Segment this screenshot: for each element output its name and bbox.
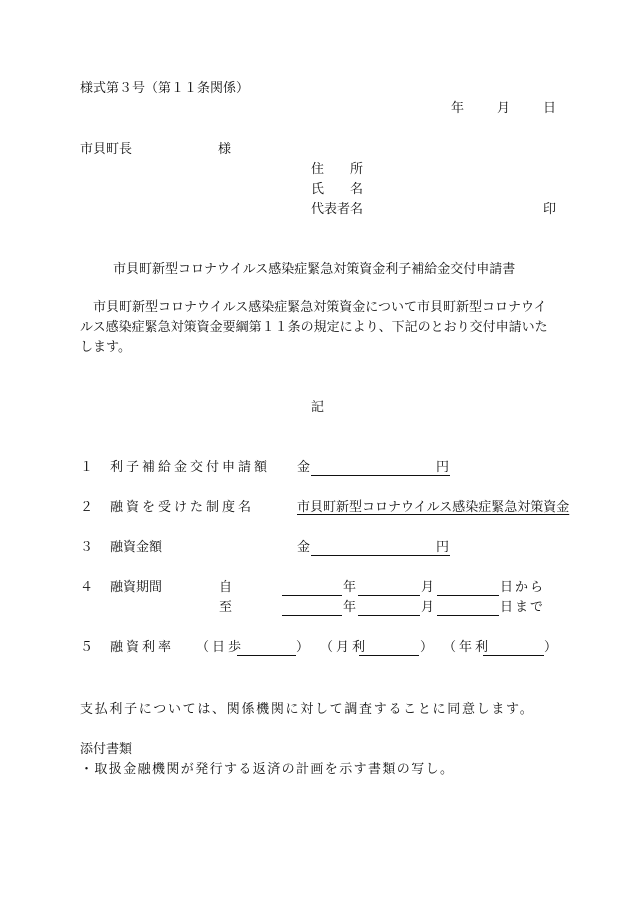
item-4-to-month-label: 月 — [421, 600, 435, 615]
item-5-daily-field[interactable] — [237, 640, 296, 656]
item-1-underline — [436, 475, 450, 476]
item-2-number: ２ — [80, 500, 94, 515]
item-3-underline — [436, 555, 450, 556]
item-3-label: 融資金額 — [110, 540, 163, 555]
attachment-item-1: ・取扱金融機関が発行する返済の計画を示す書類の写し。 — [80, 762, 455, 777]
item-3-suffix: 円 — [436, 540, 450, 555]
addressee-name: 市貝町長 — [80, 142, 133, 157]
item-4-to-year-field[interactable] — [282, 600, 342, 616]
consent-statement: 支払利子については、関係機関に対して調査することに同意します。 — [80, 702, 535, 717]
item-5-daily-open: （日歩 — [196, 640, 245, 655]
item-4-to-year-label: 年 — [343, 600, 357, 615]
item-4-number: ４ — [80, 580, 94, 595]
item-4-to-day-label: 日まで — [500, 600, 546, 615]
item-4-to-day-field[interactable] — [437, 600, 499, 616]
item-2-label: 融資を受けた制度名 — [110, 500, 255, 515]
item-1-prefix: 金 — [297, 460, 311, 475]
document-title: 市貝町新型コロナウイルス感染症緊急対策資金利子補給金交付申請書 — [113, 262, 516, 277]
item-5-monthly-open: （月利 — [320, 640, 369, 655]
item-3-number: ３ — [80, 540, 94, 555]
item-4-from-day-field[interactable] — [437, 580, 499, 596]
item-5-yearly-field[interactable] — [483, 640, 544, 656]
item-5-daily-close: ） — [296, 640, 310, 655]
addressee-honorific: 様 — [218, 142, 232, 157]
item-5-monthly-field[interactable] — [359, 640, 419, 656]
seal-mark: 印 — [543, 202, 557, 217]
date-year-label: 年 — [451, 101, 465, 116]
date-day-label: 日 — [543, 101, 557, 116]
applicant-address-label: 住 所 — [311, 162, 364, 177]
item-4-label: 融資期間 — [110, 580, 163, 595]
ki-heading: 記 — [311, 400, 325, 415]
body-line-2: ルス感染症緊急対策資金要綱第１１条の規定により、下記のとおり交付申請いた — [80, 320, 548, 335]
item-1-suffix: 円 — [436, 460, 450, 475]
item-4-from-month-label: 月 — [421, 580, 435, 595]
item-4-from-year-field[interactable] — [282, 580, 342, 596]
item-5-yearly-close: ） — [544, 640, 558, 655]
body-line-3: します。 — [80, 340, 131, 355]
item-3-amount-field[interactable] — [311, 540, 436, 556]
item-2-program-name: 市貝町新型コロナウイルス感染症緊急対策資金 — [297, 500, 570, 515]
item-4-from-year-label: 年 — [343, 580, 357, 595]
item-4-from-month-field[interactable] — [358, 580, 420, 596]
item-4-to-month-field[interactable] — [358, 600, 420, 616]
item-5-monthly-close: ） — [420, 640, 434, 655]
item-5-number: ５ — [80, 640, 94, 655]
item-1-label: 利子補給金交付申請額 — [110, 460, 271, 475]
item-1-number: １ — [80, 460, 94, 475]
applicant-representative-label: 代表者名 — [311, 202, 364, 217]
date-month-label: 月 — [497, 101, 511, 116]
item-4-from-day-label: 日から — [500, 580, 546, 595]
item-4-to-label: 至 — [219, 600, 233, 615]
item-1-amount-field[interactable] — [311, 460, 436, 476]
attachments-heading: 添付書類 — [80, 742, 133, 757]
form-number: 様式第３号（第１１条関係） — [80, 81, 250, 96]
body-line-1: 市貝町新型コロナウイルス感染症緊急対策資金について市貝町新型コロナウイ — [93, 300, 547, 315]
item-3-prefix: 金 — [297, 540, 311, 555]
item-4-from-label: 自 — [219, 580, 233, 595]
applicant-name-label: 氏 名 — [311, 182, 364, 197]
item-5-yearly-open: （年利 — [443, 640, 492, 655]
item-5-label: 融資利率 — [110, 640, 175, 655]
